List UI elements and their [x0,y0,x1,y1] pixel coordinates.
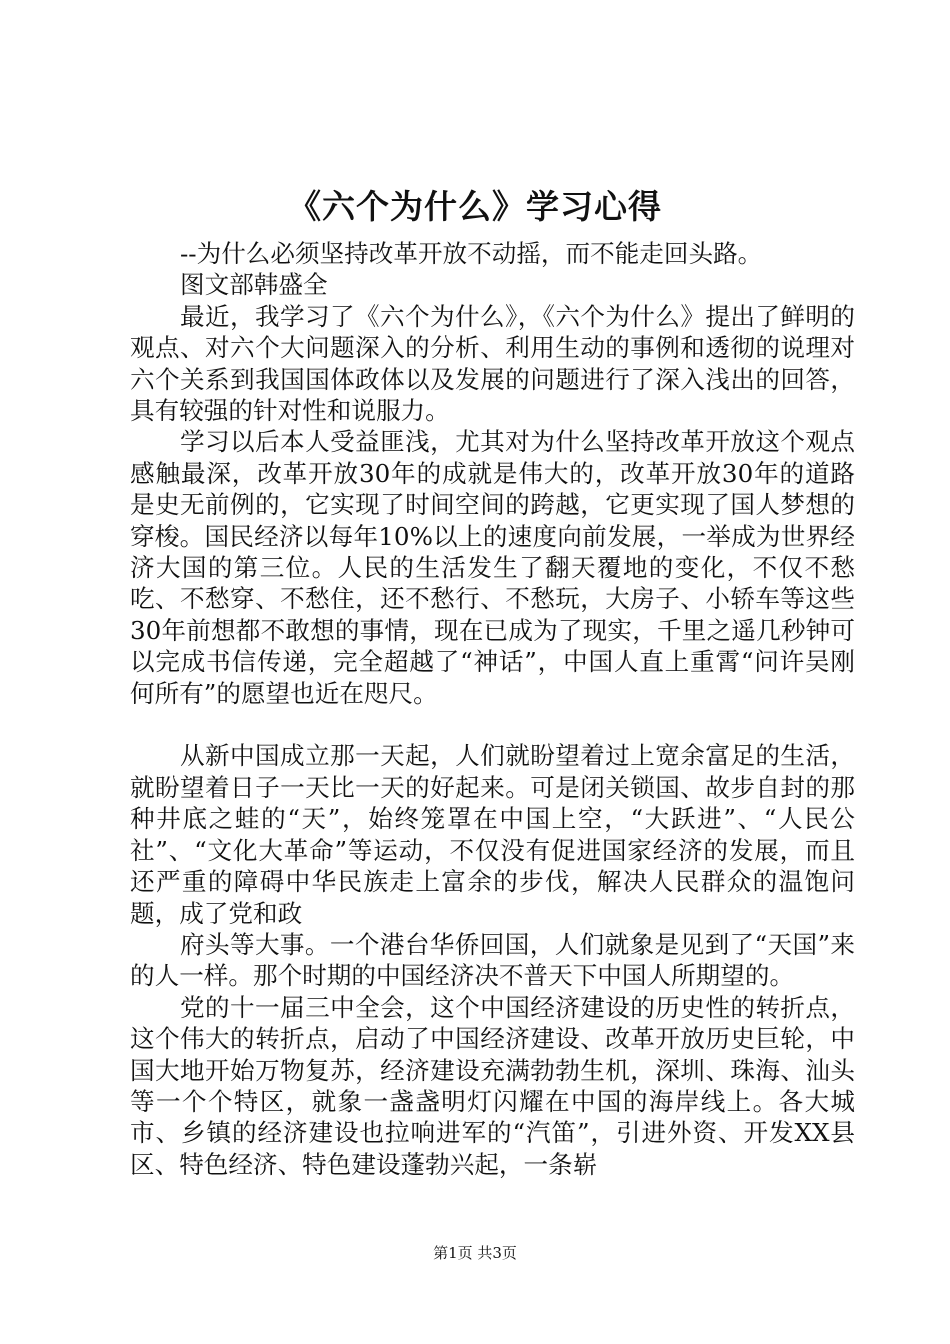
paragraph-2: 学习以后本人受益匪浅，尤其对为什么坚持改革开放这个观点感触最深，改革开放30年的成就是伟大的，改革开放30年的道路是史无前例的，它实现了时间空间的跨越，它更实现了国人梦想的穿梭。国民经济以每年10%以上的速度向前发展，一举成为世界经济大国的第三位。人民的生活发生了翻天覆地的变化，不仅不愁吃、不愁穿、不愁住，还不愁行、不愁玩，大房子、小轿车等这些30年前想都不敢想的事情，现在已成为了现实，千里之遥几秒钟可以完成书信传递，完全超越了“神话”，中国人直上重霄“问许吴刚何所有”的愿望也近在咫尺。 [130,427,855,708]
paragraph-3: 从新中国成立那一天起，人们就盼望着过上宽余富足的生活，就盼望着日子一天比一天的好起来。可是闭关锁国、故步自封的那种井底之蛙的“天”，始终笼罩在中国上空，“大跃进”、“人民公社”、“文化大革命”等运动，不仅没有促进国家经济的发展，而且还严重的障碍中华民族走上富余的步伐，解决人民群众的温饱问题，成了党和政 [130,741,855,928]
author-line: 图文部韩盛全 [180,270,328,300]
document-body [130,238,855,1180]
page-footer: 第1页 共3页 [433,1244,517,1262]
paragraph-5: 党的十一届三中全会，这个中国经济建设的历史性的转折点，这个伟大的转折点，启动了中国经济建设、改革开放历史巨轮，中国大地开始万物复苏，经济建设充满勃勃生机，深圳、珠海、汕头等一个个特区，就象一盏盏明灯闪耀在中国的海岸线上。各大城市、乡镇的经济建设也拉响进军的“汽笛”，引进外资、开发XX县区、特色经济、特色建设蓬勃兴起，一条崭 [130,992,855,1179]
paragraph-4: 府头等大事。一个港台华侨回国，人们就象是见到了“天国”来的人一样。那个时期的中国经济决不普天下中国人所期望的。 [130,929,855,991]
document-title: 《六个为什么》学习心得 [288,187,662,226]
paragraph-1: 最近，我学习了《六个为什么》，《六个为什么》提出了鲜明的观点、对六个大问题深入的分析、利用生动的事例和透彻的说理对六个关系到我国国体政体以及发展的问题进行了深入浅出的回答，具有较强的针对性和说服力。 [130,301,855,426]
paragraph-spacer [130,709,855,740]
subtitle-line: --为什么必须坚持改革开放不动摇，而不能走回头路。 [180,239,763,268]
